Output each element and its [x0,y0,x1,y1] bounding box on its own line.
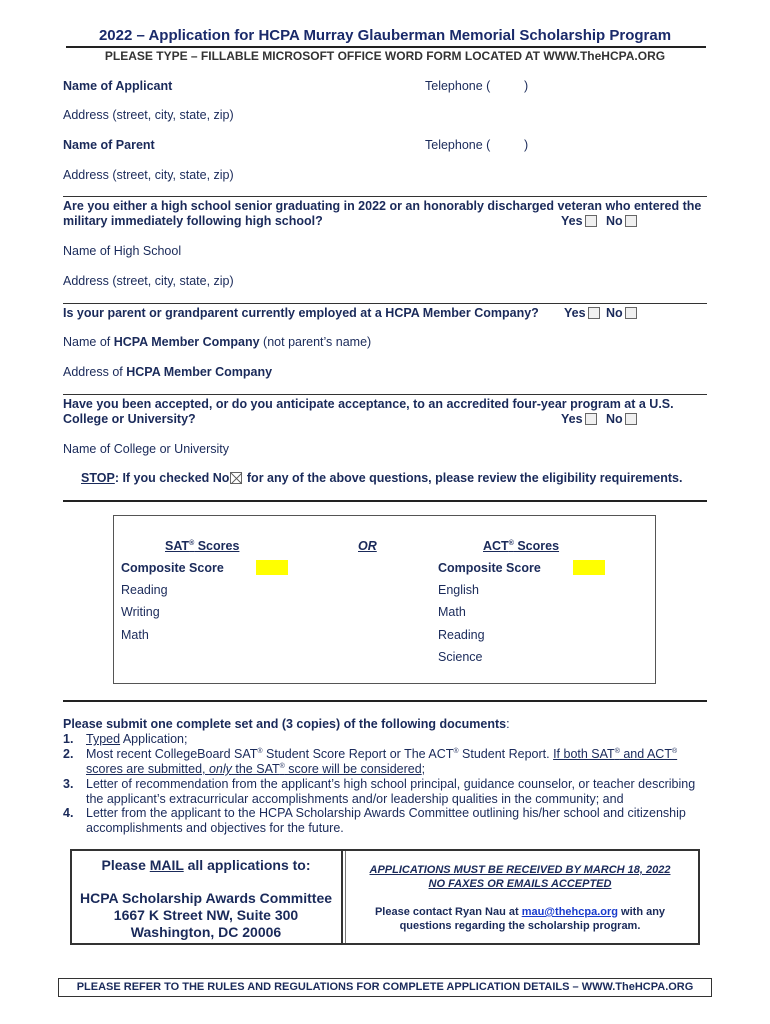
question-3-no-label: No [606,412,623,426]
question-3-yes-checkbox[interactable] [585,413,597,425]
stop-notice [81,471,682,485]
divider [63,196,707,197]
divider [63,394,707,395]
question-2-yes-label: Yes [564,306,586,320]
intro-colon: : [506,717,510,731]
college-name-label: Name of College or University [63,442,230,456]
doc-item-2-line2 [86,762,425,776]
mail-word: MAIL [149,857,184,873]
company-prefix: Name of [63,335,114,349]
mail-heading-pre: Please [101,857,150,873]
deadline-notice: APPLICATIONS MUST BE RECEIVED BY MARCH 18, 2022 [369,864,671,876]
parent-name-label: Name of Parent [63,138,155,152]
question-2-yes-checkbox[interactable] [588,307,600,319]
doc-item-3-line1: Letter of recommendation from the applicant’s high school principal, guidance counselor, or teacher describing [86,777,696,791]
question-1-no-checkbox[interactable] [625,215,637,227]
divider [63,500,707,502]
contact-line-2: questions regarding the scholarship program. [399,920,641,932]
divider [63,700,707,702]
sat-composite-label: Composite Score [121,561,224,575]
documents-intro [63,717,510,731]
page-title: 2022 – Application for HCPA Murray Glauberman Memorial Scholarship Program [98,27,672,44]
doc-item-1-num: 1. [63,732,74,746]
sat-word: SAT [165,539,190,553]
act-reading-label: Reading [438,628,485,642]
question-3-yes-label: Yes [561,412,583,426]
act-english-label: English [438,583,479,597]
act-math-label: Math [438,605,466,619]
sat-reading-label: Reading [121,583,168,597]
sat-heading [165,539,239,553]
act-word: ACT [483,539,509,553]
contact-pre: Please contact Ryan Nau at [374,906,522,918]
reg-mark: ® [257,747,263,755]
member-company-address-label [63,365,272,379]
or-label: OR [358,539,377,553]
doc-item-4-num: 4. [63,806,74,820]
mail-heading-post: all applications to: [183,857,311,873]
doc2-h: score will be considered [284,762,422,776]
contact-email-link[interactable]: mau@thehcpa.org [521,906,618,918]
question-3-line2: College or University? [63,412,196,426]
doc2-b: Student Score Report or The ACT [262,747,454,761]
question-1-yes-checkbox[interactable] [585,215,597,227]
mail-heading [72,857,340,873]
doc2-f: scores are submitted, [86,762,209,776]
sat-suffix: Scores [194,539,240,553]
reg-mark: ® [279,762,285,770]
reg-mark: ® [671,747,678,755]
act-composite-field[interactable] [573,560,605,575]
question-2-text: Is your parent or grandparent currently employed at a HCPA Member Company? [63,306,539,320]
high-school-address-label: Address (street, city, state, zip) [63,274,234,288]
parent-address-label: Address (street, city, state, zip) [63,168,234,182]
footer-notice: PLEASE REFER TO THE RULES AND REGULATIONS FOR COMPLETE APPLICATION DETAILS – WWW.TheHCPA.ORG [58,978,712,997]
applicant-telephone-close: ) [524,79,529,93]
reg-mark: ® [614,747,620,755]
typed-word: Typed [86,732,121,746]
reg-mark: ® [189,539,195,547]
checked-box-icon [230,472,242,484]
intro-text: Please submit one complete set and (3 copies) of the following documents [63,717,507,731]
doc-item-4-line1: Letter from the applicant to the HCPA Scholarship Awards Committee outlining his/her school and citizenship [86,806,686,820]
doc2-only: only [208,762,232,776]
question-3-line1: Have you been accepted, or do you anticipate acceptance, to an accredited four-year program at a U.S. [63,397,674,411]
applicant-telephone-label: Telephone ( [425,79,491,93]
act-science-label: Science [438,650,483,664]
company-bold: HCPA Member Company [113,335,260,349]
doc2-a: Most recent CollegeBoard SAT [86,747,258,761]
question-1-line2: military immediately following high school? [63,214,323,228]
doc2-g: the SAT [231,762,280,776]
sat-writing-label: Writing [121,605,160,619]
reg-mark: ® [508,539,514,547]
stop-text-1: : If you checked No [114,471,230,485]
mail-address-line-1: HCPA Scholarship Awards Committee [79,890,333,906]
parent-telephone-label: Telephone ( [425,138,491,152]
contact-post: with any [617,906,666,918]
question-3-no-checkbox[interactable] [625,413,637,425]
doc-item-1-text [86,732,187,746]
question-1-line1: Are you either a high school senior graduating in 2022 or an honorably discharged veteran who entered the [63,199,702,213]
sat-math-label: Math [121,628,149,642]
title-rule [66,46,706,48]
applicant-address-label: Address (street, city, state, zip) [63,108,234,122]
question-1-no-label: No [606,214,623,228]
doc-item-2-num: 2. [63,747,74,761]
act-heading [483,539,559,553]
contact-line-1 [344,906,696,918]
doc-item-1-post: Application; [120,732,188,746]
mail-address-line-2: 1667 K Street NW, Suite 300 [113,907,299,923]
sat-composite-field[interactable] [256,560,288,575]
act-suffix: Scores [513,539,560,553]
divider [63,303,707,304]
doc-item-4-line2: accomplishments and objectives for the future. [86,821,344,835]
no-fax-notice: NO FAXES OR EMAILS ACCEPTED [428,878,612,890]
member-company-name-label [63,335,371,349]
reg-mark: ® [453,747,459,755]
doc-item-2-line1 [86,747,677,761]
company-suffix: (not parent’s name) [259,335,372,349]
high-school-name-label: Name of High School [63,244,182,258]
question-1-yes-label: Yes [561,214,583,228]
act-composite-label: Composite Score [438,561,541,575]
parent-telephone-close: ) [524,138,529,152]
doc-item-3-num: 3. [63,777,74,791]
mail-address-line-3: Washington, DC 20006 [130,924,282,940]
address-prefix: Address of [63,365,127,379]
question-2-no-checkbox[interactable] [625,307,637,319]
question-2-no-label: No [606,306,623,320]
doc2-d: If both SAT [553,747,615,761]
doc2-c: Student Report. [458,747,554,761]
doc-item-3-line2: the applicant’s extracurricular accomplishments and/or leadership qualities in the community; and [86,792,624,806]
mail-box-divider [341,851,343,943]
stop-word: STOP [81,471,115,485]
doc2-e: and ACT [619,747,672,761]
address-bold: HCPA Member Company [126,365,273,379]
stop-text-2: for any of the above questions, please review the eligibility requirements. [243,471,683,485]
applicant-name-label: Name of Applicant [63,79,173,93]
page-subtitle: PLEASE TYPE – FILLABLE MICROSOFT OFFICE WORD FORM LOCATED AT WWW.TheHCPA.ORG [104,49,666,63]
doc2-i: ; [421,762,426,776]
